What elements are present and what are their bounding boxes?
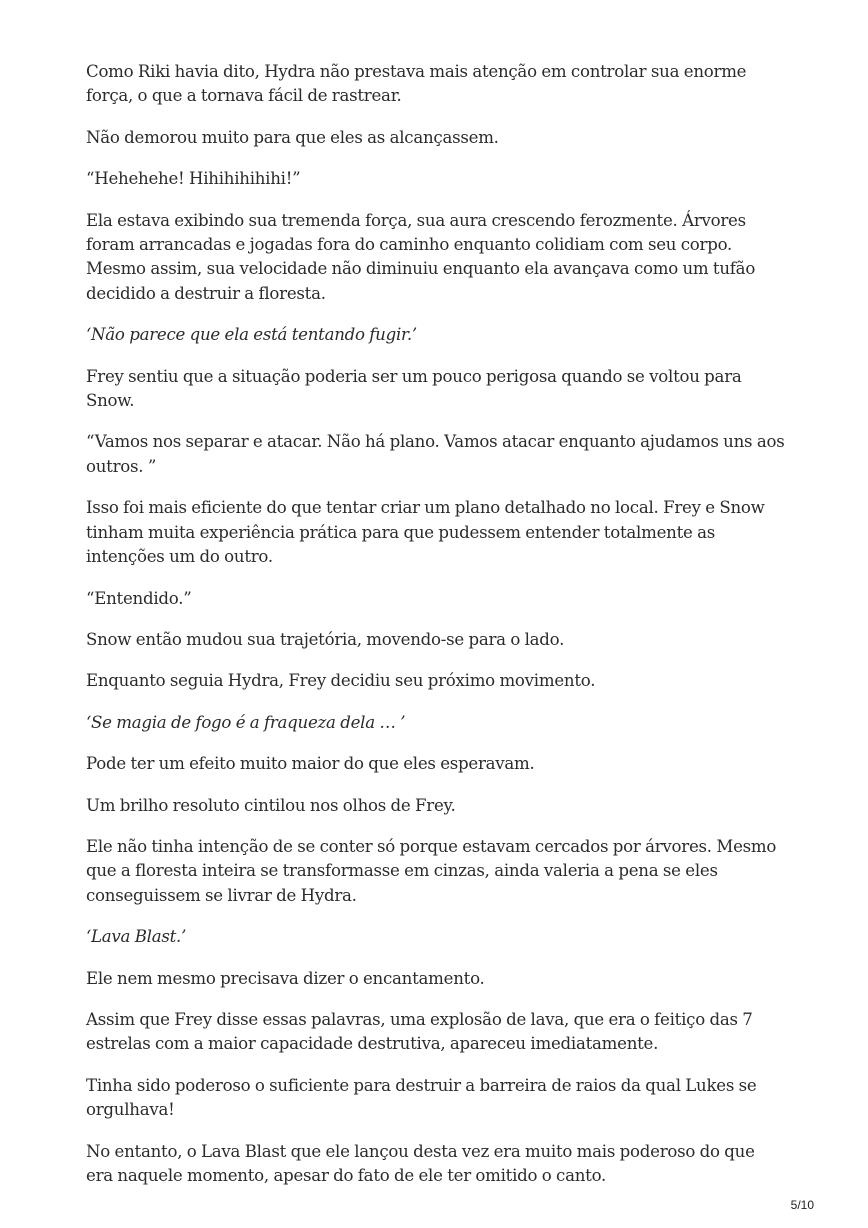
document-body [86, 60, 786, 1205]
paragraph-19: Tinha sido poderoso o suficiente para destruir a barreira de raios da qual Lukes se orgulhava! [86, 1075, 757, 1120]
paragraph-11: Enquanto seguia Hydra, Frey decidiu seu próximo movimento. [86, 671, 596, 691]
paragraph-3: “Hehehehe! Hihihihihihi!” [86, 169, 301, 189]
paragraph-7: “Vamos nos separar e atacar. Não há plano. Vamos atacar enquanto ajudamos uns aos outros. ” [86, 432, 785, 476]
paragraph-12-thought: ‘Se magia de fogo é a fraqueza dela … ’ [86, 712, 406, 732]
paragraph-17: Ele nem mesmo precisava dizer o encantamento. [86, 968, 485, 988]
paragraph-10: Snow então mudou sua trajetória, movendo-se para o lado. [86, 629, 565, 649]
page-number: 5/10 [790, 1198, 814, 1212]
paragraph-6: Frey sentiu que a situação poderia ser um pouco perigosa quando se voltou para Snow. [86, 366, 742, 411]
paragraph-15: Ele não tinha intenção de se conter só porque estavam cercados por árvores. Mesmo que a floresta inteira se transformasse em cinzas, ainda valeria a pena se eles conseguissem se livrar de Hydra. [86, 836, 777, 905]
paragraph-1: Como Riki havia dito, Hydra não prestava mais atenção em controlar sua enorme força, o que a tornava fácil de rastrear. [86, 62, 747, 106]
paragraph-13: Pode ter um efeito muito maior do que eles esperavam. [86, 754, 535, 774]
paragraph-20: No entanto, o Lava Blast que ele lançou desta vez era muito mais poderoso do que era naquele momento, apesar do fato de ele ter omitido o canto. [86, 1141, 755, 1185]
paragraph-2: Não demorou muito para que eles as alcançassem. [86, 127, 499, 147]
paragraph-9: “Entendido.” [86, 588, 192, 608]
paragraph-4: Ela estava exibindo sua tremenda força, sua aura crescendo ferozmente. Árvores foram arrancadas e jogadas fora do caminho enquanto colidiam com seu corpo. Mesmo assim, sua velocidade não diminuiu enquanto ela avançava como um tufão decidido a destruir a floresta. [86, 210, 756, 303]
paragraph-14: Um brilho resoluto cintilou nos olhos de Frey. [86, 795, 456, 815]
paragraph-5-thought: ‘Não parece que ela está tentando fugir.’ [86, 325, 417, 345]
paragraph-8: Isso foi mais eficiente do que tentar criar um plano detalhado no local. Frey e Snow tinham muita experiência prática para que pudessem entender totalmente as intenções um do outro. [86, 498, 765, 567]
paragraph-18: Assim que Frey disse essas palavras, uma explosão de lava, que era o feitiço das 7 estrelas com a maior capacidade destrutiva, apareceu imediatamente. [86, 1009, 753, 1054]
paragraph-16-thought: ‘Lava Blast.’ [86, 927, 187, 947]
